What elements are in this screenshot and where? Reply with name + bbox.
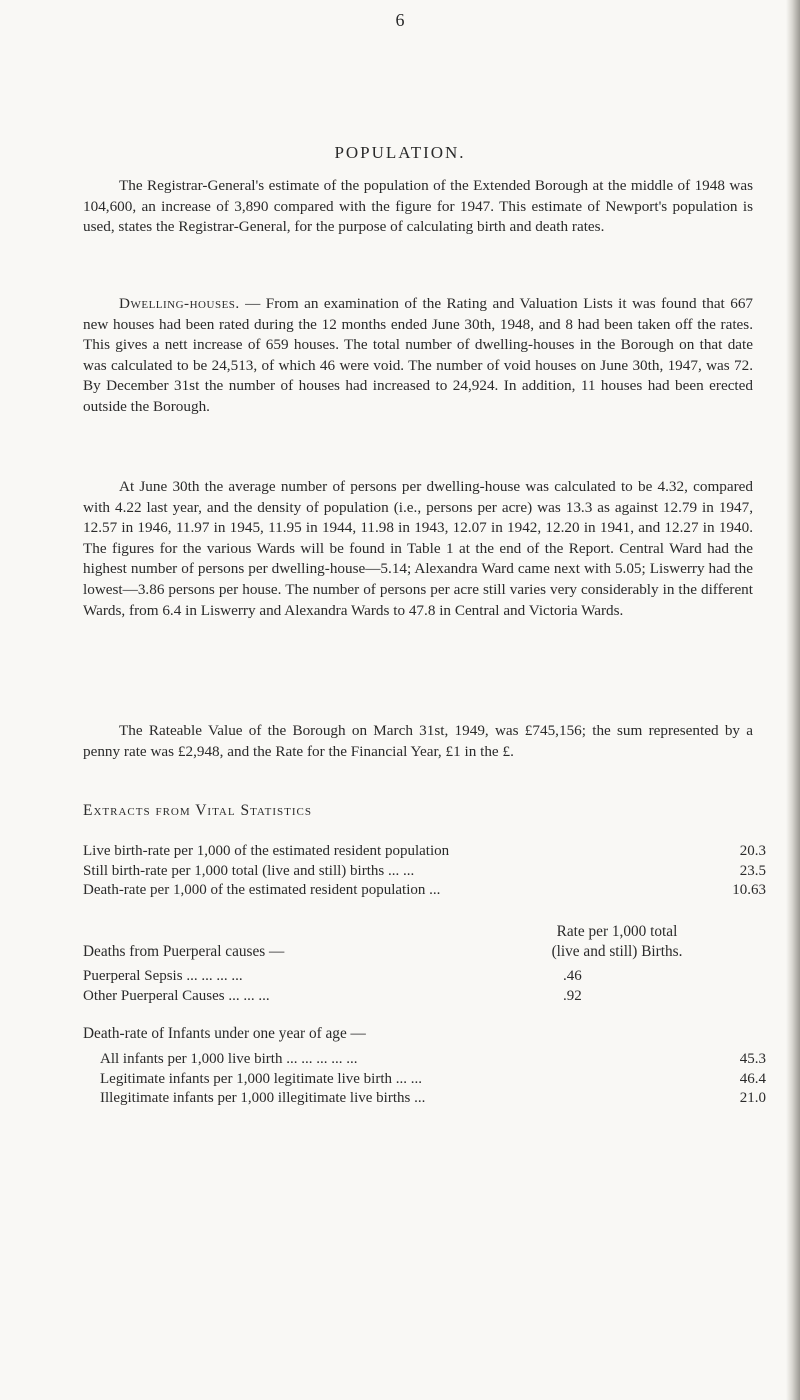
- list-item: [83, 862, 766, 882]
- rate-value: .92: [563, 987, 582, 1004]
- rate-label: Illegitimate infants per 1,000 illegitimate live births ...: [100, 1090, 426, 1107]
- list-item: [100, 1050, 766, 1070]
- rate-value: 20.3: [739, 843, 766, 859]
- paragraph-rateable-value: The Rateable Value of the Borough on March 31st, 1949, was £745,156; the sum represented by a penny rate was £2,948, and the Rate for the Financial Year, £1 in the £.: [83, 722, 753, 760]
- rate-column-heading: [468, 922, 766, 962]
- rate-label: Puerperal Sepsis ... ... ... ...: [83, 968, 243, 984]
- paragraph-population-estimate: The Registrar-General's estimate of the population of the Extended Borough at the middle of 1948 was 104,600, an increase of 3,890 compared with the figure for 1947. This estimate of Newport's population is used, states the Registrar-General, for the purpose of calculating birth and death rates.: [83, 177, 753, 236]
- infant-rates-list: [100, 1050, 766, 1109]
- paragraph-density: At June 30th the average number of persons per dwelling-house was calculated to be 4.32, compared with 4.22 last year, and the density of population (i.e., persons per acre) was 13.3 as against 12.79 in 1947, 12.57 in 1946, 11.97 in 1945, 11.95 in 1944, 11.98 in 1943, 12.07 in 1942, 12.20 in 1941, and 12.27 in 1940. The figures for the various Wards will be found in Table 1 at the end of the Report. Central Ward had the highest number of persons per dwelling-house—5.14; Alexandra Ward came next with 5.05; Liswerry had the lowest—3.86 persons per house. The number of persons per acre still varies very considerably in the different Wards, from 6.4 in Liswerry and Alexandra Wards to 47.8 in Central and Victoria Wards.: [83, 478, 753, 619]
- rate-label: Still birth-rate per 1,000 total (live and still) births ... ...: [83, 862, 415, 879]
- dwelling-houses-body: — From an examination of the Rating and Valuation Lists it was found that 667 new houses had been rated during the 12 months ended June 30th, 1948, and 8 had been taken off the rates. This gives a nett increase of 659 houses. The total number of dwelling-houses in the Borough on that date was calculated to be 24,513, of which 46 were void. The number of void houses on June 30th, 1947, was 72. By December 31st the number of houses had increased to 24,924. In addition, 11 houses had been erected outside the Borough.: [83, 295, 754, 415]
- list-item: [83, 842, 766, 862]
- list-item: [83, 967, 643, 987]
- rate-label: Death-rate per 1,000 of the estimated resident population ...: [83, 882, 441, 899]
- list-item: [83, 881, 766, 901]
- rate-label: Legitimate infants per 1,000 legitimate live birth ... ...: [100, 1070, 423, 1087]
- rate-value: 46.4: [739, 1070, 766, 1087]
- puerperal-label: Deaths from Puerperal causes —: [83, 943, 285, 960]
- infant-deaths-heading: Death-rate of Infants under one year of age —: [83, 1025, 366, 1042]
- page-edge-shadow: [786, 0, 800, 1400]
- rate-label: Other Puerperal Causes ... ... ...: [83, 987, 270, 1004]
- puerperal-list: [83, 967, 643, 1006]
- rate-value: .46: [563, 968, 582, 984]
- rate-label: Live birth-rate per 1,000 of the estimated resident population: [83, 843, 450, 859]
- rate-label: All infants per 1,000 live birth ... ... ... ... ...: [100, 1051, 358, 1067]
- dwelling-houses-label: Dwelling-houses.: [119, 295, 240, 312]
- vital-rates-list: [83, 842, 766, 901]
- page-number: 6: [395, 10, 405, 30]
- rate-value: 21.0: [739, 1090, 766, 1107]
- list-item: [100, 1070, 766, 1090]
- rate-value: 45.3: [739, 1051, 766, 1067]
- list-item: [100, 1089, 766, 1109]
- rate-value: 10.63: [732, 882, 766, 899]
- paragraph-dwelling-houses: [83, 294, 753, 418]
- section-heading-vital-statistics: Extracts from Vital Statistics: [83, 802, 312, 819]
- rate-heading-line-1: Rate per 1,000 total: [556, 923, 678, 940]
- page-title: POPULATION.: [334, 143, 466, 162]
- rate-heading-line-2: (live and still) Births.: [551, 943, 683, 960]
- list-item: [83, 987, 643, 1007]
- rate-value: 23.5: [739, 862, 766, 879]
